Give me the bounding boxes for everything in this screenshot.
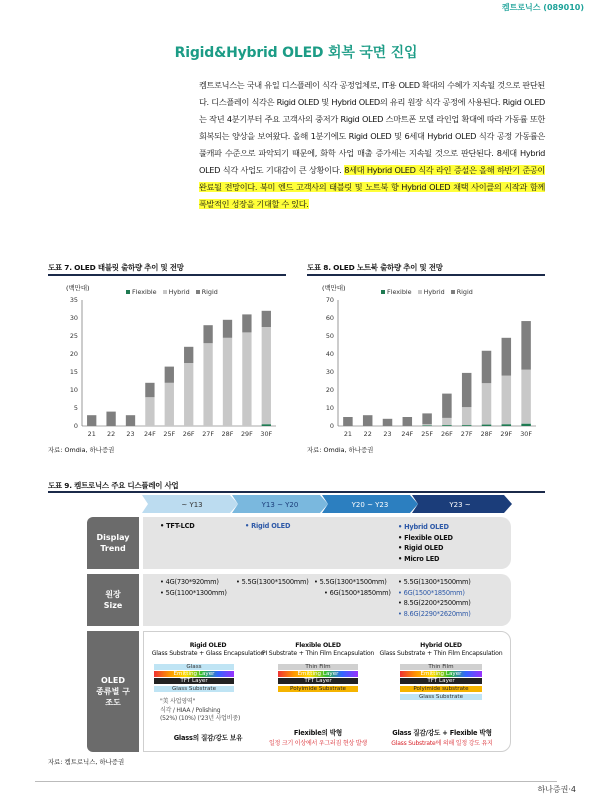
y-tick-label: 35 — [69, 296, 78, 305]
bar-rigid — [126, 415, 135, 426]
x-tick-label: 24F — [143, 430, 156, 438]
bar-rigid — [482, 351, 492, 383]
y-tick-label: 20 — [325, 386, 334, 395]
flexible-layer-thinfilm: Thin Film — [278, 664, 358, 670]
bar-flexible — [502, 424, 512, 426]
x-tick-label: 24F — [401, 430, 414, 438]
trend-tft-lcd: • TFT-LCD — [160, 522, 195, 530]
y-tick-label: 70 — [325, 296, 334, 305]
bar-flexible — [462, 425, 472, 426]
fig9-title: 도표 9. 켐트로닉스 주요 디스플레이 사업 — [48, 481, 179, 490]
row-label-structure: OLED 종류별 구조도 — [87, 631, 139, 752]
bar-rigid — [462, 373, 472, 407]
rigid-foot: Glass의 질감/강도 보유 — [173, 734, 243, 742]
x-tick-label: 25F — [163, 430, 176, 438]
bar-rigid — [442, 394, 452, 418]
period-label-1: ~ Y13 — [181, 501, 203, 509]
size-col2 — [236, 577, 309, 588]
legend-flexible: Flexible — [126, 288, 157, 296]
bar-hybrid — [482, 383, 492, 424]
bar-rigid — [184, 347, 193, 363]
fig9-rule — [48, 491, 545, 493]
x-tick-label: 29F — [500, 430, 513, 438]
bar-rigid — [502, 338, 512, 376]
legend-hybrid: Hybrid — [163, 288, 190, 296]
hybrid-layer-glass: Glass Substrate — [400, 694, 482, 700]
x-tick-label: 29F — [240, 430, 253, 438]
y-tick-label: 60 — [325, 314, 334, 323]
period-timeline — [142, 495, 512, 513]
fig8-chart — [316, 296, 540, 442]
trend-band — [143, 517, 511, 569]
bar-rigid — [242, 314, 251, 332]
bar-flexible — [262, 424, 271, 426]
fig7-chart — [60, 296, 280, 442]
size-col3 — [314, 577, 391, 598]
rigid-layer-glass: Glass — [154, 664, 234, 670]
size-5g: • 5G(1100*1300mm) — [160, 588, 227, 597]
y-tick-label: 10 — [325, 404, 334, 413]
bar-rigid — [223, 320, 232, 338]
bar-rigid — [203, 325, 212, 343]
fig7-legend — [126, 288, 218, 296]
size-86g: • 8.6G(2290*2620mm) — [398, 609, 471, 618]
hybrid-foot: Glass 질감/강도 + Flexible 박형 Glass Substrate에 의해 일정 강도 유지 — [391, 729, 493, 747]
body-text-plain: 켐트로닉스는 국내 유일 디스플레이 식각 공정업체로, IT용 OLED 확대의 수혜가 지속될 것으로 판단된다. 디스플레이 식각은 Rigid OLED 및 Hybrid OLED의 유리 원장 식각 공정에 사용된다. Rigid OLED는 작년 4분기부터 주요 고객사의 중저가 Rigid OLED 스마트폰 모델 라인업 확대에 따라 가동률 또한 회복되는 양상을 보여왔다. 올해 1분기에도 Rigid OLED 및 6세대 Hybrid OLED 식각 공정 가동률은 풀캐파 수준으로 파악되기 때문에, 화학 사업 매출 증가세는 지속될 것으로 판단된다. 8세대 Hybrid OLED 식각 사업도 기대감이 큰 상황이다. — [199, 80, 545, 175]
fig7-rule — [48, 274, 286, 276]
bar-hybrid — [442, 418, 452, 425]
y-tick-label: 40 — [325, 350, 334, 359]
bar-hybrid — [184, 363, 193, 426]
y-tick-label: 30 — [69, 314, 78, 323]
size-85g: • 8.5G(2200*2500mm) — [398, 599, 471, 607]
x-tick-label: 22 — [107, 430, 116, 438]
x-tick-label: 23 — [383, 430, 392, 438]
flexible-layer-polyimide: Polyimide Substrate — [278, 686, 358, 692]
flexible-layer-tft: TFT Layer — [278, 678, 358, 684]
y-tick-label: 50 — [325, 332, 334, 341]
bar-rigid — [521, 321, 531, 370]
y-tick-label: 25 — [69, 332, 78, 341]
bar-rigid — [403, 417, 413, 426]
size-55g-b: • 5.5G(1300*1500mm) — [314, 578, 387, 586]
y-tick-label: 20 — [69, 350, 78, 359]
fig7-title: 도표 7. OLED 태블릿 출하량 추이 및 전망 — [48, 263, 184, 272]
y-tick-label: 15 — [69, 368, 78, 377]
fig9-source: 자료: 켐트로닉스, 하나증권 — [48, 758, 125, 766]
fig7-source: 자료: Omdia, 하나증권 — [48, 446, 115, 454]
trend-flexible-oled: • Flexible OLED — [398, 533, 453, 542]
bar-hybrid — [521, 370, 531, 424]
period-label-3: Y20 ~ Y23 — [351, 501, 389, 509]
bar-hybrid — [223, 338, 232, 426]
y-tick-label: 5 — [73, 404, 78, 413]
bar-hybrid — [262, 327, 271, 424]
x-tick-label: 26F — [182, 430, 195, 438]
flexible-foot: Flexible의 박형 일정 크기 이상에서 우그러짐 현상 발생 — [268, 729, 368, 747]
rigid-business-note: "美 사업영역" 식각 / HIAA / Polishing (52%) (10%) ('23년 사업비중) — [160, 698, 241, 722]
bar-hybrid — [242, 332, 251, 426]
bar-rigid — [87, 415, 96, 426]
bar-hybrid — [145, 397, 154, 426]
body-text-highlight: 8세대 Hybrid OLED 식각 라인 증설은 올해 하반기 준공이 완료될 전망이다. 북미 엔드 고객사의 태블릿 및 노트북 향 Hybrid OLED 채택 사이클의 시작과 함께 폭발적인 성장을 기대할 수 있다. — [199, 165, 545, 209]
hybrid-layer-tft: TFT Layer — [400, 678, 482, 684]
size-4g: • 4G(730*920mm) — [160, 578, 219, 586]
body-paragraph — [199, 77, 545, 213]
y-tick-label: 0 — [329, 422, 334, 431]
x-tick-label: 21 — [343, 430, 352, 438]
fig8-rule — [307, 274, 545, 276]
x-tick-label: 25F — [421, 430, 434, 438]
hybrid-layer-polyimide: Polyimide substrate — [400, 686, 482, 692]
size-col1 — [160, 577, 227, 598]
bar-hybrid — [165, 383, 174, 426]
fig7-unit: (백만대) — [66, 284, 90, 292]
size-55g: • 5.5G(1300*1500mm) — [236, 578, 309, 586]
y-tick-label: 0 — [73, 422, 78, 431]
fig8-legend — [381, 288, 473, 296]
x-tick-label: 21 — [87, 430, 96, 438]
company-tag: 켐트로닉스 (089010) — [501, 3, 584, 12]
period-label-2: Y13 ~ Y20 — [261, 501, 299, 509]
bar-rigid — [343, 417, 353, 426]
x-tick-label: 28F — [221, 430, 234, 438]
trend-rigid-oled: • Rigid OLED — [245, 522, 291, 530]
bar-rigid — [145, 383, 154, 397]
trend-micro-led: • Micro LED — [398, 554, 440, 563]
x-tick-label: 22 — [363, 430, 372, 438]
bar-flexible — [422, 425, 432, 426]
hybrid-layer-emitting: Emitting Layer — [400, 671, 482, 677]
rigid-layer-substrate: Glass Substrate — [154, 686, 234, 692]
size-6g: • 6G(1500*1850mm) — [324, 588, 391, 597]
fig8-unit: (백만대) — [322, 284, 346, 292]
period-label-4: Y23 ~ — [449, 501, 471, 509]
legend-rigid: Rigid — [196, 288, 218, 296]
page-number: 하나증권·4 — [537, 785, 576, 794]
fig8-source: 자료: Omdia, 하나증권 — [307, 446, 374, 454]
bar-rigid — [422, 413, 432, 424]
bar-flexible — [482, 425, 492, 426]
y-tick-label: 30 — [325, 368, 334, 377]
x-tick-label: 27F — [460, 430, 473, 438]
x-tick-label: 26F — [440, 430, 453, 438]
y-tick-label: 10 — [69, 386, 78, 395]
bar-rigid — [363, 415, 373, 426]
x-tick-label: 28F — [480, 430, 493, 438]
bar-hybrid — [422, 424, 432, 425]
bar-hybrid — [502, 376, 512, 425]
bar-hybrid — [203, 343, 212, 426]
rigid-layer-tft: TFT Layer — [154, 678, 234, 684]
bar-rigid — [165, 367, 174, 383]
size-55g-c: • 5.5G(1300*1500mm) — [398, 578, 471, 586]
footer-rule — [35, 781, 557, 782]
rigid-structure-title: Rigid OLED Glass Substrate + Glass Encapsulation — [151, 642, 265, 657]
bar-flexible — [521, 424, 531, 426]
trend-y23-list — [398, 522, 453, 564]
rigid-layer-emitting: Emitting Layer — [154, 671, 234, 677]
x-tick-label: 27F — [202, 430, 215, 438]
bar-hybrid — [462, 407, 472, 425]
row-label-size: 원장 Size — [87, 574, 139, 626]
flexible-layer-emitting: Emitting Layer — [278, 671, 358, 677]
x-tick-label: 30F — [260, 430, 273, 438]
bar-rigid — [262, 311, 271, 327]
row-label-trend: Display Trend — [87, 517, 139, 569]
page-title: Rigid&Hybrid OLED 회복 국면 진입 — [174, 45, 418, 61]
size-6g-b: • 6G(1500*1850mm) — [398, 588, 465, 597]
bar-flexible — [442, 425, 452, 426]
bar-rigid — [106, 412, 115, 426]
x-tick-label: 30F — [520, 430, 533, 438]
hybrid-structure-title: Hybrid OLED Glass Substrate + Thin Film Encapsulation — [379, 642, 503, 657]
trend-hybrid-oled: • Hybrid OLED — [398, 523, 449, 531]
size-col4 — [398, 577, 471, 619]
legend-flexible: Flexible — [381, 288, 412, 296]
x-tick-label: 23 — [126, 430, 135, 438]
fig8-title: 도표 8. OLED 노트북 출하량 추이 및 전망 — [307, 263, 443, 272]
trend-rigid-oled-2: • Rigid OLED — [398, 544, 444, 552]
hybrid-layer-thinfilm: Thin Film — [400, 664, 482, 670]
flexible-structure-title: Flexible OLED PI Substrate + Thin Film Encapsulation — [261, 642, 375, 657]
legend-hybrid: Hybrid — [418, 288, 445, 296]
legend-rigid: Rigid — [451, 288, 473, 296]
bar-rigid — [383, 419, 393, 426]
